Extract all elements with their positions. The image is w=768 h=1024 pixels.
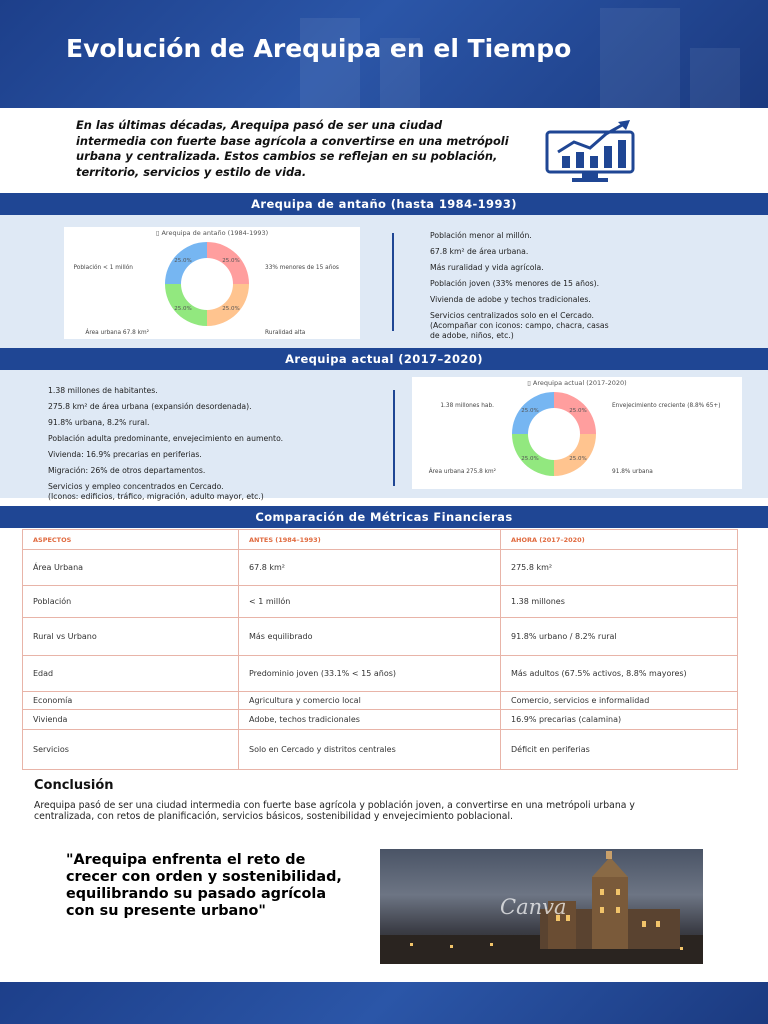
slice-percent-label: 25.0% <box>521 407 539 414</box>
donut-slice <box>165 284 207 326</box>
past-bullet: Población menor al millón. <box>430 231 532 240</box>
present-bullet: 91.8% urbana, 8.2% rural. <box>48 418 150 427</box>
slice-percent-label: 25.0% <box>222 306 240 313</box>
present-bullet-list <box>48 386 378 508</box>
slice-percent-label: 25.0% <box>222 257 240 264</box>
donut-slice <box>207 284 249 326</box>
past-bullet: 67.8 km² de área urbana. <box>430 247 529 256</box>
slice-category-label: Ruralidad alta <box>265 330 306 336</box>
table-cell: < 1 millón <box>239 586 501 618</box>
table-cell: Predominio joven (33.1% < 15 años) <box>239 656 501 692</box>
present-bullet: Vivienda: 16.9% precarias en periferias. <box>48 450 202 459</box>
slice-percent-label: 25.0% <box>569 407 587 414</box>
table-cell: Adobe, techos tradicionales <box>239 710 501 730</box>
table-row <box>23 710 738 730</box>
donut-slice <box>554 434 596 476</box>
present-bullet: Población adulta predominante, envejecimiento en aumento. <box>48 434 284 443</box>
table-cell: Servicios <box>23 730 239 770</box>
past-donut-chart <box>64 227 360 339</box>
page-title: Evolución de Arequipa en el Tiempo <box>66 34 572 63</box>
table-cell: Vivienda <box>23 710 239 730</box>
building-shape <box>690 48 740 108</box>
table-cell: 1.38 millones <box>501 586 738 618</box>
table-row <box>23 692 738 710</box>
slice-category-label: 33% menores de 15 años <box>265 265 339 271</box>
table-row <box>23 618 738 656</box>
past-bullet: Vivienda de adobe y techos tradicionales. <box>430 295 591 304</box>
table-cell: 275.8 km² <box>501 550 738 586</box>
slice-category-label: Área urbana 275.8 km² <box>428 469 496 475</box>
past-chart-card <box>64 227 360 339</box>
present-panel <box>0 370 768 501</box>
slice-category-label: Envejecimiento creciente (8.8% 65+) <box>612 403 721 409</box>
comparison-section-title: Comparación de Métricas Financieras <box>0 506 768 528</box>
conclusion-text: Arequipa pasó de ser una ciudad intermedia con fuerte base agrícola y población joven, a convertirse en una metrópoli urbana y centralizada, con retos de planificación, servicios básicos, sostenibilidad y envejecimiento poblacional. <box>34 800 635 822</box>
table-cell: Área Urbana <box>23 550 239 586</box>
monitor-chart-icon <box>544 120 636 184</box>
table-header: AHORA (2017–2020) <box>501 530 738 550</box>
slice-percent-label: 25.0% <box>174 306 192 313</box>
table-cell: Edad <box>23 656 239 692</box>
conclusion-title: Conclusión <box>34 778 114 793</box>
table-cell: Más equilibrado <box>239 618 501 656</box>
present-bullet: Migración: 26% de otros departamentos. <box>48 466 206 475</box>
donut-slice <box>512 434 554 476</box>
slice-percent-label: 25.0% <box>521 456 539 463</box>
present-donut-chart <box>412 377 742 489</box>
footer-banner <box>0 982 768 1024</box>
present-bullet: 275.8 km² de área urbana (expansión desordenada). <box>48 402 252 411</box>
slice-category-label: Población < 1 millón <box>73 265 133 271</box>
divider-line <box>392 233 394 331</box>
canva-watermark: Canva <box>500 895 567 919</box>
table-cell: Solo en Cercado y distritos centrales <box>239 730 501 770</box>
present-bullet: 1.38 millones de habitantes. <box>48 386 158 395</box>
past-section-title: Arequipa de antaño (hasta 1984-1993) <box>0 193 768 215</box>
present-bullet: Servicios y empleo concentrados en Cercado. (Iconos: edificios, tráfico, migración, adulto mayor, etc.) <box>48 482 264 501</box>
header-banner <box>0 0 768 108</box>
past-bullet-list <box>430 231 730 347</box>
table-row <box>23 550 738 586</box>
slice-category-label: 1.38 millones hab. <box>440 403 494 409</box>
table-cell: Rural vs Urbano <box>23 618 239 656</box>
table-cell: 91.8% urbano / 8.2% rural <box>501 618 738 656</box>
metrics-table <box>22 529 738 770</box>
past-bullet: Población joven (33% menores de 15 años). <box>430 279 600 288</box>
table-header-row <box>23 530 738 550</box>
intro-text: En las últimas décadas, Arequipa pasó de ser una ciudad intermedia con fuerte base agrícola a convertirse en una metrópoli urbana y centralizada. Estos cambios se reflejan en su población, territorio, servicios y estilo de vida. <box>76 118 509 179</box>
cathedral-photo <box>380 849 703 964</box>
present-chart-card <box>412 377 742 489</box>
divider-line <box>393 390 395 486</box>
table-row <box>23 586 738 618</box>
slice-category-label: 91.8% urbana <box>612 469 653 475</box>
slice-category-label: Área urbana 67.8 km² <box>85 330 149 336</box>
table-header: ANTES (1984–1993) <box>239 530 501 550</box>
table-cell: Economía <box>23 692 239 710</box>
past-chart-title: ▯ Arequipa de antaño (1984-1993) <box>155 229 269 237</box>
table-cell: Agricultura y comercio local <box>239 692 501 710</box>
table-row <box>23 656 738 692</box>
slice-percent-label: 25.0% <box>569 456 587 463</box>
table-cell: Población <box>23 586 239 618</box>
past-panel <box>0 215 768 348</box>
slice-percent-label: 25.0% <box>174 257 192 264</box>
table-cell: 67.8 km² <box>239 550 501 586</box>
past-bullet: Servicios centralizados solo en el Cercado. (Acompañar con iconos: campo, chacra, casas de adobe, niños, etc.) <box>430 311 609 340</box>
table-cell: 16.9% precarias (calamina) <box>501 710 738 730</box>
table-header: ASPECTOS <box>23 530 239 550</box>
table-row <box>23 730 738 770</box>
intro-section <box>0 108 768 194</box>
present-chart-title: ▯ Arequipa actual (2017-2020) <box>527 379 627 387</box>
conclusion-quote: "Arequipa enfrenta el reto de crecer con orden y sostenibilidad, equilibrando su pasado agrícola con su presente urbano" <box>66 852 342 919</box>
past-bullet: Más ruralidad y vida agrícola. <box>430 263 544 272</box>
table-cell: Más adultos (67.5% activos, 8.8% mayores) <box>501 656 738 692</box>
table-cell: Comercio, servicios e informalidad <box>501 692 738 710</box>
present-section-title: Arequipa actual (2017–2020) <box>0 348 768 370</box>
table-cell: Déficit en periferias <box>501 730 738 770</box>
